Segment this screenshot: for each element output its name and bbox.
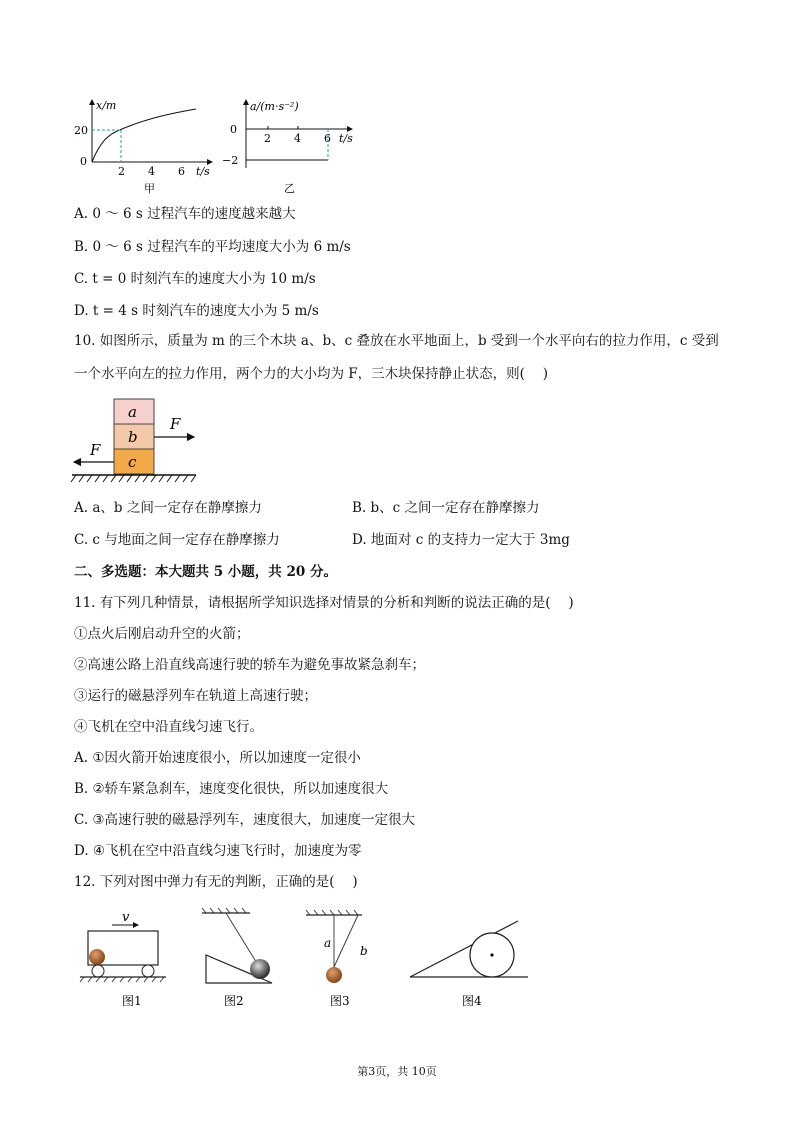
q12-figures [72, 905, 542, 1017]
tick-x: 4 [148, 165, 155, 178]
fig1-cart-ball [80, 910, 166, 1008]
tick-x: 6 [324, 132, 331, 145]
fig3-ball-ropes [306, 910, 368, 1008]
q10-stem-line1: 10. 如图所示，质量为 m 的三个木块 a、b、c 叠放在水平地面上，b 受到一个水平向右的拉力作用，c 受到 [74, 333, 719, 349]
q11-option-a: A. ①因火箭开始速度很小，所以加速度一定很小 [74, 750, 361, 766]
q11-option-d: D. ④飞机在空中沿直线匀速飞行时，加速度为零 [74, 843, 362, 859]
fig3-caption: 图3 [330, 994, 350, 1008]
fig2-caption: 图2 [224, 994, 244, 1008]
q11-option-b: B. ②轿车紧急刹车，速度变化很快，所以加速度很大 [74, 781, 389, 797]
q10-stem-line2: 一个水平向左的拉力作用，两个力的大小均为 F，三木块保持静止状态，则( ) [74, 366, 548, 382]
q11-scene-2: ②高速公路上沿直线高速行驶的轿车为避免事故紧急刹车； [74, 657, 425, 673]
q11-scene-4: ④飞机在空中沿直线匀速飞行。 [74, 719, 263, 735]
tick-x: 2 [264, 132, 271, 145]
origin-label: 0 [80, 155, 87, 168]
q10-option-c: C. c 与地面之间一定存在静摩擦力 [74, 532, 280, 548]
q11-option-c: C. ③高速行驶的磁悬浮列车，速度很大，加速度一定很大 [74, 812, 416, 828]
fig3-rope-b-label: b [360, 944, 368, 958]
q10-blocks-figure [70, 395, 200, 485]
page-number: 第3页，共 10页 [357, 1065, 437, 1078]
q10-option-d: D. 地面对 c 的支持力一定大于 3mg [352, 532, 570, 548]
force-right-label: F [170, 415, 181, 433]
x-axis-label: t/s [339, 132, 353, 145]
q9-option-c: C. t = 0 时刻汽车的速度大小为 10 m/s [74, 271, 316, 287]
fig1-velocity-label: v [122, 910, 130, 925]
graph-x-t [74, 96, 218, 196]
q9-option-d: D. t = 4 s 时刻汽车的速度大小为 5 m/s [74, 303, 319, 319]
q11-scene-3: ③运行的磁悬浮列车在轨道上高速行驶； [74, 688, 317, 704]
tick-y-neg2: −2 [222, 154, 239, 167]
tick-x: 6 [178, 165, 185, 178]
fig2-ball-incline [202, 908, 272, 1008]
q9-option-b: B. 0 ～ 6 s 过程汽车的平均速度大小为 6 m/s [74, 239, 351, 255]
fig4-ball-wedge [410, 921, 528, 1008]
q11-stem: 11. 有下列几种情景，请根据所学知识选择对情景的分析和判断的说法正确的是( ) [74, 595, 574, 611]
y-axis-label: x/m [96, 99, 117, 112]
tick-x: 2 [118, 165, 125, 178]
x-axis-label: t/s [196, 165, 210, 178]
fig3-rope-a-label: a [324, 936, 332, 950]
tick-x: 4 [294, 132, 301, 145]
force-left-label: F [90, 441, 101, 459]
fig1-caption: 图1 [122, 994, 142, 1008]
block-c-label: c [128, 453, 137, 471]
block-a-label: a [128, 403, 137, 421]
q10-option-b: B. b、c 之间一定存在静摩擦力 [352, 500, 540, 516]
tick-y-0: 0 [230, 123, 237, 136]
q10-option-a: A. a、b 之间一定存在静摩擦力 [74, 500, 262, 516]
graph-caption: 乙 [284, 182, 295, 195]
q11-scene-1: ①点火后刚启动升空的火箭； [74, 626, 250, 642]
block-b-label: b [128, 428, 138, 446]
graph-caption: 甲 [144, 182, 155, 195]
tick-y-20: 20 [74, 124, 88, 137]
q12-stem: 12. 下列对图中弹力有无的判断，正确的是( ) [74, 874, 358, 890]
section-heading: 二、多选题：本大题共 5 小题，共 20 分。 [74, 564, 337, 580]
fig4-caption: 图4 [462, 994, 482, 1008]
graph-a-t [224, 96, 364, 196]
q9-option-a: A. 0 ～ 6 s 过程汽车的速度越来越大 [74, 206, 296, 222]
y-axis-label: a/(m·s⁻²) [250, 100, 299, 113]
